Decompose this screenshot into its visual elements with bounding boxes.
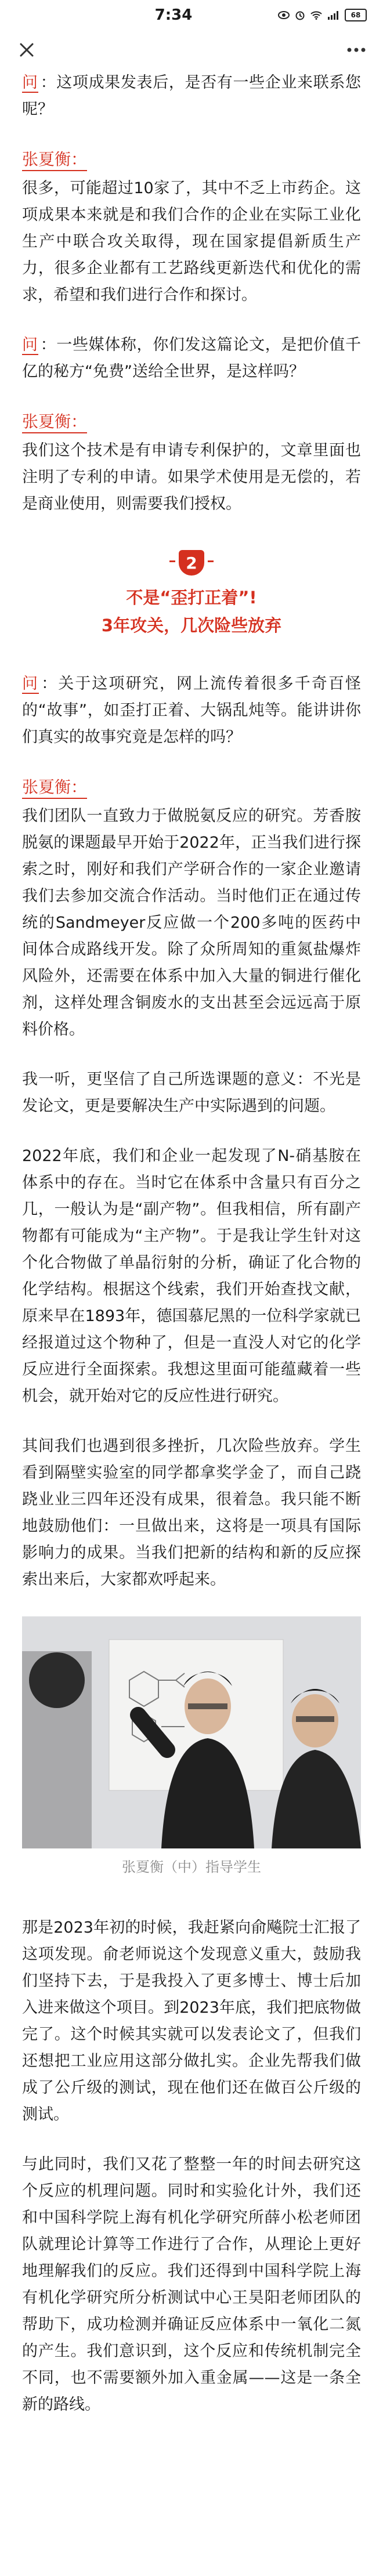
photo-illustration bbox=[22, 1616, 361, 1848]
close-icon bbox=[19, 42, 35, 58]
section-heading-2 bbox=[22, 550, 361, 639]
question-3 bbox=[22, 671, 361, 751]
speaker-name: 张夏衡 bbox=[22, 150, 71, 171]
question-1 bbox=[22, 70, 361, 123]
battery-icon bbox=[345, 9, 367, 21]
article-content bbox=[0, 70, 383, 2418]
answer-3-paragraph-2: 我一听，更坚信了自己所选课题的意义：不光是发论文，更是要解决生产中实际遇到的问题。 bbox=[22, 1070, 361, 1115]
speaker-suffix: ： bbox=[71, 777, 87, 799]
nav-bar bbox=[0, 30, 383, 70]
question-label: 问 bbox=[22, 675, 39, 693]
status-bar bbox=[0, 0, 383, 30]
speaker-suffix: ： bbox=[71, 412, 87, 433]
section-title-line-1: 不是“歪打正着”! bbox=[126, 588, 257, 607]
question-label: 问 bbox=[22, 74, 38, 92]
answer-3-paragraph-3: 2022年底，我们和企业一起发现了N-硝基胺在体系中的存在。当时它在体系中含量只有百分之几，一般认为是“副产物”。但我相信，所有副产物都有可能成为“主产物”。于是我让学生针对这个化合物做了单晶衍射的分析，确证了化合物的化学结构。根据这个线索，我们开始查找文献，原来早在1893年，德国慕尼黑的一位科学家就已经报道过这个物种了，但是一直没人对它的化学反应进行全面探索。我想这里面可能蕴藏着一些机会，就开始对它的反应性进行研究。 bbox=[22, 1147, 361, 1405]
wifi-icon bbox=[310, 10, 323, 20]
answer-2-text: 我们这个技术是有申请专利保护的，文章里面也注明了专利的申请。如果学术使用是无偿的，若是商业使用，则需要我们授权。 bbox=[22, 442, 361, 513]
photo-caption: 张夏衡（中）指导学生 bbox=[122, 1859, 261, 1875]
status-icons bbox=[277, 9, 367, 21]
answer-3-paragraph-6: 与此同时，我们又花了整整一年的时间去研究这个反应的机理问题。同时和实验化计外，我们还和中国科学院上海有机化学研究所薛小松老师团队就理论计算等工作进行了合作，从理论上更好地理解我们的反应。我们还得到中国科学院上海有机化学研究所分析测试中心王昊阳老师团队的帮助下，成功检测并确证反应体系中一氧化二氮的产生。我们意识到，这个反应和传统机制完全不同，也不需要额外加入重金属——这是一条全新的路线。 bbox=[22, 2155, 361, 2414]
question-text: ：一些媒体称，你们发这篇论文，是把价值千亿的秘方“免费”送给全世界，是这样吗？ bbox=[22, 336, 362, 381]
question-2 bbox=[22, 332, 361, 385]
more-icon bbox=[346, 47, 366, 53]
answer-3-paragraph-1: 我们团队一直致力于做脱氨反应的研究。芳香胺脱氨的课题最早开始于2022年，正当我们进行探索之时，刚好和我们产学研合作的一家企业邀请我们去参加交流合作活动。当时他们正在通过传统的Sandmeyer反应做一个200多吨的医药中间体合成路线开发。除了众所周知的重氮盐爆炸风险外，还需要在体系中加入大量的铜进行催化剂，这样处理含铜废水的支出甚至会远远高于原料价格。 bbox=[22, 807, 361, 1039]
question-text: ：这项成果发表后，是否有一些企业来联系您呢？ bbox=[22, 74, 362, 118]
signal-icon bbox=[327, 10, 340, 20]
section-title-line-2: 3年攻关，几次险些放弃 bbox=[101, 616, 282, 635]
article-photo[interactable] bbox=[22, 1616, 361, 1848]
answer-3-speaker bbox=[22, 774, 361, 801]
speaker-suffix: ： bbox=[71, 150, 87, 171]
status-time: 7:34 bbox=[154, 6, 193, 24]
answer-1-text: 很多，可能超过10家了，其中不乏上市药企。这项成果本来就是和我们合作的企业在实际工业化生产中联合攻关取得，现在国家提倡新质生产力，很多企业都有工艺路线更新迭代和优化的需求，希望和我们进行合作和探讨。 bbox=[22, 179, 361, 304]
answer-3-paragraph-4: 其间我们也遇到很多挫折，几次险些放弃。学生看到隔壁实验室的同学都拿奖学金了，而自己跷跷业业三四年还没有成果，很着急。我只能不断地鼓励他们：一旦做出来，这将是一项具有国际影响力的成果。当我们把新的结构和新的反应探索出来后，大家都欢呼起来。 bbox=[22, 1437, 361, 1589]
question-label: 问 bbox=[22, 336, 38, 354]
more-button[interactable] bbox=[345, 38, 368, 61]
question-text: ：关于这项研究，网上流传着很多千奇百怪的“故事”，如歪打正着、大锅乱炖等。能讲讲你们真实的故事究竟是怎样的吗？ bbox=[22, 675, 362, 746]
speaker-name: 张夏衡 bbox=[22, 777, 71, 799]
alarm-icon bbox=[295, 10, 305, 20]
speaker-name: 张夏衡 bbox=[22, 412, 71, 433]
battery-level: 68 bbox=[351, 11, 361, 19]
answer-1-speaker bbox=[22, 146, 361, 173]
answer-3-paragraph-5: 那是2023年初的时候，我赶紧向俞飚院士汇报了这项发现。俞老师说这个发现意义重大，鼓励我们坚持下去，于是我投入了更多博士、博士后加入进来做这个项目。到2023年底，我们把底物做完了。这个时候其实就可以发表论文了，但我们还想把工业应用这部分做扎实。企业先帮我们做成了公斤级的测试，现在他们还在做百公斤级的测试。 bbox=[22, 1919, 361, 2123]
section-number-badge: 2 bbox=[179, 550, 204, 576]
close-button[interactable] bbox=[15, 38, 38, 61]
answer-2-speaker bbox=[22, 408, 361, 435]
eye-icon bbox=[277, 10, 290, 20]
